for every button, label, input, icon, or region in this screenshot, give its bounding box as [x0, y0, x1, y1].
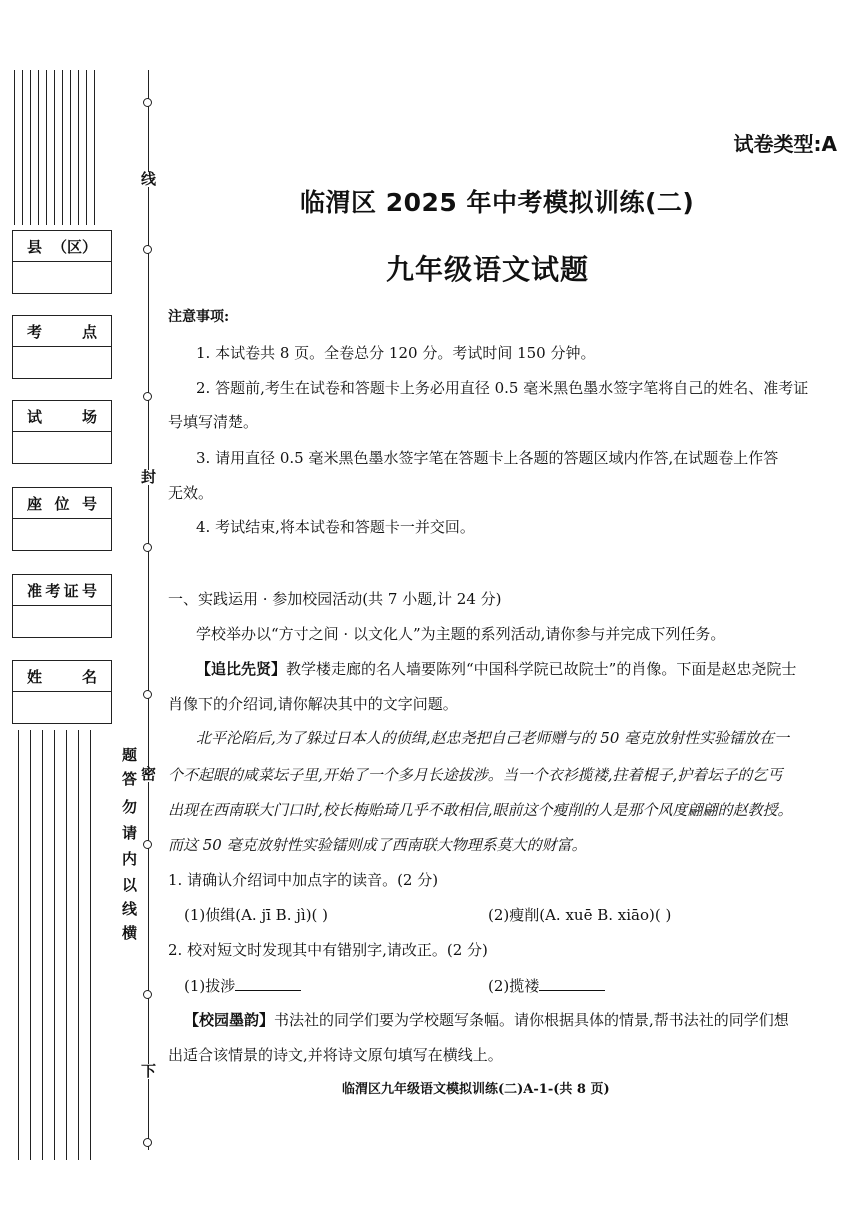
- task1-text-cont: 肖像下的介绍词,请你解决其中的文字问题。: [168, 695, 458, 713]
- note-item: 3. 请用直径 0.5 毫米黑色墨水签字笔在答题卡上各题的答题区域内作答,在试题卷上作答: [196, 449, 779, 467]
- note-item: 1. 本试卷共 8 页。全卷总分 120 分。考试时间 150 分钟。: [196, 344, 596, 362]
- seal-char: 以: [122, 876, 138, 894]
- margin-rule: [22, 70, 23, 225]
- admission-number-field[interactable]: [12, 574, 112, 638]
- name-label: 姓 名: [13, 661, 111, 692]
- seal-circle: [143, 98, 152, 107]
- margin-rule: [54, 730, 55, 1160]
- notes-heading: 注意事项:: [168, 309, 230, 325]
- section-heading: 一、实践运用 · 参加校园活动(共 7 小题,计 24 分): [168, 590, 502, 608]
- seal-char: 答: [122, 770, 138, 788]
- section-intro: 学校举办以“方寸之间 · 以文化人”为主题的系列活动,请你参与并完成下列任务。: [196, 625, 726, 643]
- county-field[interactable]: [12, 230, 112, 294]
- question-2-part-a: (1)拔涉: [184, 976, 484, 995]
- seal-circle: [143, 690, 152, 699]
- seal-circle: [143, 990, 152, 999]
- seal-char: 线: [122, 900, 138, 918]
- task1-label: 【追比先贤】: [196, 660, 287, 678]
- seal-char: 横: [122, 924, 138, 942]
- seal-char: 线: [141, 170, 157, 188]
- task2-label: 【校园墨韵】: [184, 1011, 275, 1029]
- margin-rule: [18, 730, 19, 1160]
- note-item: 2. 答题前,考生在试卷和答题卡上务必用直径 0.5 毫米黑色墨水签字笔将自己的姓名、准考证: [196, 379, 809, 397]
- margin-rule: [42, 730, 43, 1160]
- seal-char: 封: [141, 468, 157, 486]
- seal-line: [148, 70, 149, 1150]
- question-1-part-a: (1)侦缉(A. jī B. jì)( ): [184, 906, 329, 924]
- passage-line: 而这 50 毫克放射性实验镭则成了西南联大物理系莫大的财富。: [168, 836, 587, 854]
- margin-rule: [86, 70, 87, 225]
- seal-circle: [143, 1138, 152, 1147]
- margin-rule: [62, 70, 63, 225]
- task1-text: 【追比先贤】教学楼走廊的名人墙要陈列“中国科学院已故院士”的肖像。下面是赵忠尧院士: [196, 660, 797, 678]
- note-item: 号填写清楚。: [168, 413, 259, 431]
- passage-line: 出现在西南联大门口时,校长梅贻琦几乎不敢相信,眼前这个瘦削的人是那个风度翩翩的赵教授。: [168, 801, 793, 819]
- page-footer: 临渭区九年级语文模拟训练(二)A-1-(共 8 页): [342, 1082, 610, 1097]
- seal-circle: [143, 543, 152, 552]
- answer-blank[interactable]: [235, 976, 301, 991]
- passage-line: 个不起眼的咸菜坛子里,开始了一个多月长途拔涉。当一个衣衫揽褛,拄着棍子,护着坛子的乞丐: [168, 766, 783, 784]
- question-1: 1. 请确认介绍词中加点字的读音。(2 分): [168, 871, 439, 889]
- note-item: 4. 考试结束,将本试卷和答题卡一并交回。: [196, 518, 475, 536]
- margin-rule: [78, 730, 79, 1160]
- admission-number-label: 准 考 证 号: [13, 575, 111, 606]
- seal-circle: [143, 392, 152, 401]
- note-item: 无效。: [168, 484, 214, 502]
- margin-rule: [14, 70, 15, 225]
- seal-char: 请: [122, 824, 138, 842]
- seal-char: 下: [141, 1062, 157, 1080]
- passage-line: 北平沦陷后,为了躲过日本人的侦缉,赵忠尧把自己老师赠与的 50 毫克放射性实验镭放在一: [196, 729, 790, 747]
- seal-char: 内: [122, 850, 138, 868]
- seat-number-field[interactable]: [12, 487, 112, 551]
- seal-circle: [143, 840, 152, 849]
- question-2-part-b: (2)揽褛: [488, 976, 788, 995]
- margin-rule: [30, 70, 31, 225]
- task2-text-cont: 出适合该情景的诗文,并将诗文原句填写在横线上。: [168, 1046, 503, 1064]
- margin-rule: [94, 70, 95, 225]
- margin-rule: [66, 730, 67, 1160]
- paper-type: 试卷类型:A: [733, 132, 837, 156]
- exam-title: 临渭区 2025 年中考模拟训练(二): [300, 188, 695, 217]
- seal-char: 勿: [122, 798, 138, 816]
- seat-number-label: 座 位 号: [13, 488, 111, 519]
- margin-rule: [30, 730, 31, 1160]
- seal-char: 密: [141, 765, 157, 783]
- seal-char: 题: [122, 746, 138, 764]
- exam-room-label: 试 场: [13, 401, 111, 432]
- name-field[interactable]: [12, 660, 112, 724]
- task2-text: 【校园墨韵】书法社的同学们要为学校题写条幅。请你根据具体的情景,帮书法社的同学们想: [184, 1011, 789, 1029]
- question-2: 2. 校对短文时发现其中有错别字,请改正。(2 分): [168, 941, 488, 959]
- exam-site-field[interactable]: [12, 315, 112, 379]
- seal-circle: [143, 245, 152, 254]
- margin-rule: [90, 730, 91, 1160]
- margin-rule: [38, 70, 39, 225]
- county-label: 县 （区）: [13, 231, 111, 262]
- margin-rule: [46, 70, 47, 225]
- margin-rule: [78, 70, 79, 225]
- answer-blank[interactable]: [539, 976, 605, 991]
- exam-site-label: 考 点: [13, 316, 111, 347]
- question-1-part-b: (2)瘦削(A. xuē B. xiāo)( ): [488, 906, 672, 924]
- exam-subtitle: 九年级语文试题: [386, 253, 590, 286]
- margin-rule: [70, 70, 71, 225]
- margin-rule: [54, 70, 55, 225]
- exam-room-field[interactable]: [12, 400, 112, 464]
